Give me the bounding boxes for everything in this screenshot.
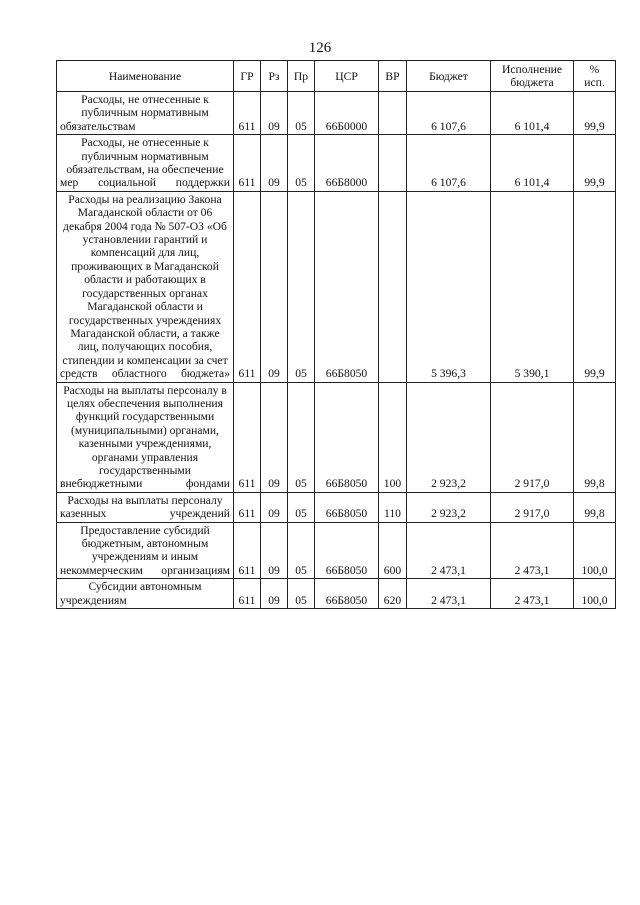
row-csr: 66Б8050 xyxy=(315,382,379,492)
row-gr: 611 xyxy=(234,522,261,579)
row-vr xyxy=(379,135,407,192)
row-name: Расходы на выплаты персоналу казенных учреждений xyxy=(57,492,234,522)
header-pct xyxy=(574,61,616,92)
row-budget: 6 107,6 xyxy=(407,92,491,135)
row-gr: 611 xyxy=(234,579,261,609)
row-csr: 66Б8050 xyxy=(315,191,379,382)
row-name: Расходы, не отнесенные к публичным нормативным обязательствам, на обеспечение мер социальной поддержки xyxy=(57,135,234,192)
header-rz: Рз xyxy=(261,61,288,92)
table-body xyxy=(57,92,616,609)
row-gr: 611 xyxy=(234,492,261,522)
row-budget: 2 473,1 xyxy=(407,522,491,579)
row-rz: 09 xyxy=(261,92,288,135)
row-budget: 2 923,2 xyxy=(407,382,491,492)
row-pct: 99,8 xyxy=(574,382,616,492)
row-rz: 09 xyxy=(261,492,288,522)
header-name: Наименование xyxy=(57,61,234,92)
table-row xyxy=(57,492,616,522)
row-gr: 611 xyxy=(234,92,261,135)
table-row xyxy=(57,191,616,382)
row-pr: 05 xyxy=(288,522,315,579)
row-pr: 05 xyxy=(288,191,315,382)
row-gr: 611 xyxy=(234,191,261,382)
row-execution: 2 917,0 xyxy=(491,382,574,492)
table-row xyxy=(57,579,616,609)
row-pr: 05 xyxy=(288,492,315,522)
row-execution: 5 390,1 xyxy=(491,191,574,382)
row-name: Расходы на реализацию Закона Магаданской области от 06 декабря 2004 года № 507-ОЗ «Об установлении гарантий и компенсаций для лиц, проживающих в Магаданской области и работающих в государственных органах Магаданской области и государственных учреждениях Магаданской области, а также лиц, получающих пособия, стипендии и компенсации за счет средств областного бюджета» xyxy=(57,191,234,382)
row-name: Субсидии автономным учреждениям xyxy=(57,579,234,609)
header-pct-line2: исп. xyxy=(584,76,605,89)
row-gr: 611 xyxy=(234,135,261,192)
row-execution: 2 473,1 xyxy=(491,522,574,579)
header-budget: Бюджет xyxy=(407,61,491,92)
row-budget: 2 473,1 xyxy=(407,579,491,609)
row-rz: 09 xyxy=(261,522,288,579)
row-vr: 600 xyxy=(379,522,407,579)
row-vr: 110 xyxy=(379,492,407,522)
row-vr: 620 xyxy=(379,579,407,609)
row-pct: 99,9 xyxy=(574,191,616,382)
row-pr: 05 xyxy=(288,92,315,135)
row-pct: 100,0 xyxy=(574,522,616,579)
row-budget: 6 107,6 xyxy=(407,135,491,192)
row-budget: 2 923,2 xyxy=(407,492,491,522)
row-rz: 09 xyxy=(261,382,288,492)
row-csr: 66Б8000 xyxy=(315,135,379,192)
row-pr: 05 xyxy=(288,579,315,609)
row-vr: 100 xyxy=(379,382,407,492)
row-vr xyxy=(379,92,407,135)
table-row xyxy=(57,522,616,579)
row-vr xyxy=(379,191,407,382)
table-header-row xyxy=(57,61,616,92)
row-csr: 66Б8050 xyxy=(315,492,379,522)
row-rz: 09 xyxy=(261,135,288,192)
row-name: Расходы на выплаты персоналу в целях обеспечения выполнения функций государственными (муниципальными) органами, казенными учреждениями, органами управления государственными внебюджетными фондами xyxy=(57,382,234,492)
row-rz: 09 xyxy=(261,579,288,609)
header-execution-line2: бюджета xyxy=(510,76,554,89)
row-csr: 66Б0000 xyxy=(315,92,379,135)
row-pct: 99,9 xyxy=(574,92,616,135)
row-pr: 05 xyxy=(288,135,315,192)
header-execution xyxy=(491,61,574,92)
row-csr: 66Б8050 xyxy=(315,579,379,609)
table-row xyxy=(57,382,616,492)
table-row xyxy=(57,135,616,192)
row-pct: 99,9 xyxy=(574,135,616,192)
row-name: Предоставление субсидий бюджетным, автономным учреждениям и иным некоммерческим организациям xyxy=(57,522,234,579)
row-name: Расходы, не отнесенные к публичным нормативным обязательствам xyxy=(57,92,234,135)
row-gr: 611 xyxy=(234,382,261,492)
row-budget: 5 396,3 xyxy=(407,191,491,382)
header-vr: ВР xyxy=(379,61,407,92)
table-row xyxy=(57,92,616,135)
row-execution: 2 473,1 xyxy=(491,579,574,609)
header-csr: ЦСР xyxy=(315,61,379,92)
row-pct: 100,0 xyxy=(574,579,616,609)
row-execution: 6 101,4 xyxy=(491,92,574,135)
header-gr: ГР xyxy=(234,61,261,92)
row-execution: 2 917,0 xyxy=(491,492,574,522)
header-execution-line1: Исполнение xyxy=(501,63,563,76)
row-pct: 99,8 xyxy=(574,492,616,522)
budget-table xyxy=(56,60,616,609)
row-rz: 09 xyxy=(261,191,288,382)
header-pct-line1: % xyxy=(589,63,600,76)
page-number: 126 xyxy=(308,40,332,56)
row-csr: 66Б8050 xyxy=(315,522,379,579)
row-pr: 05 xyxy=(288,382,315,492)
header-pr: Пр xyxy=(288,61,315,92)
row-execution: 6 101,4 xyxy=(491,135,574,192)
